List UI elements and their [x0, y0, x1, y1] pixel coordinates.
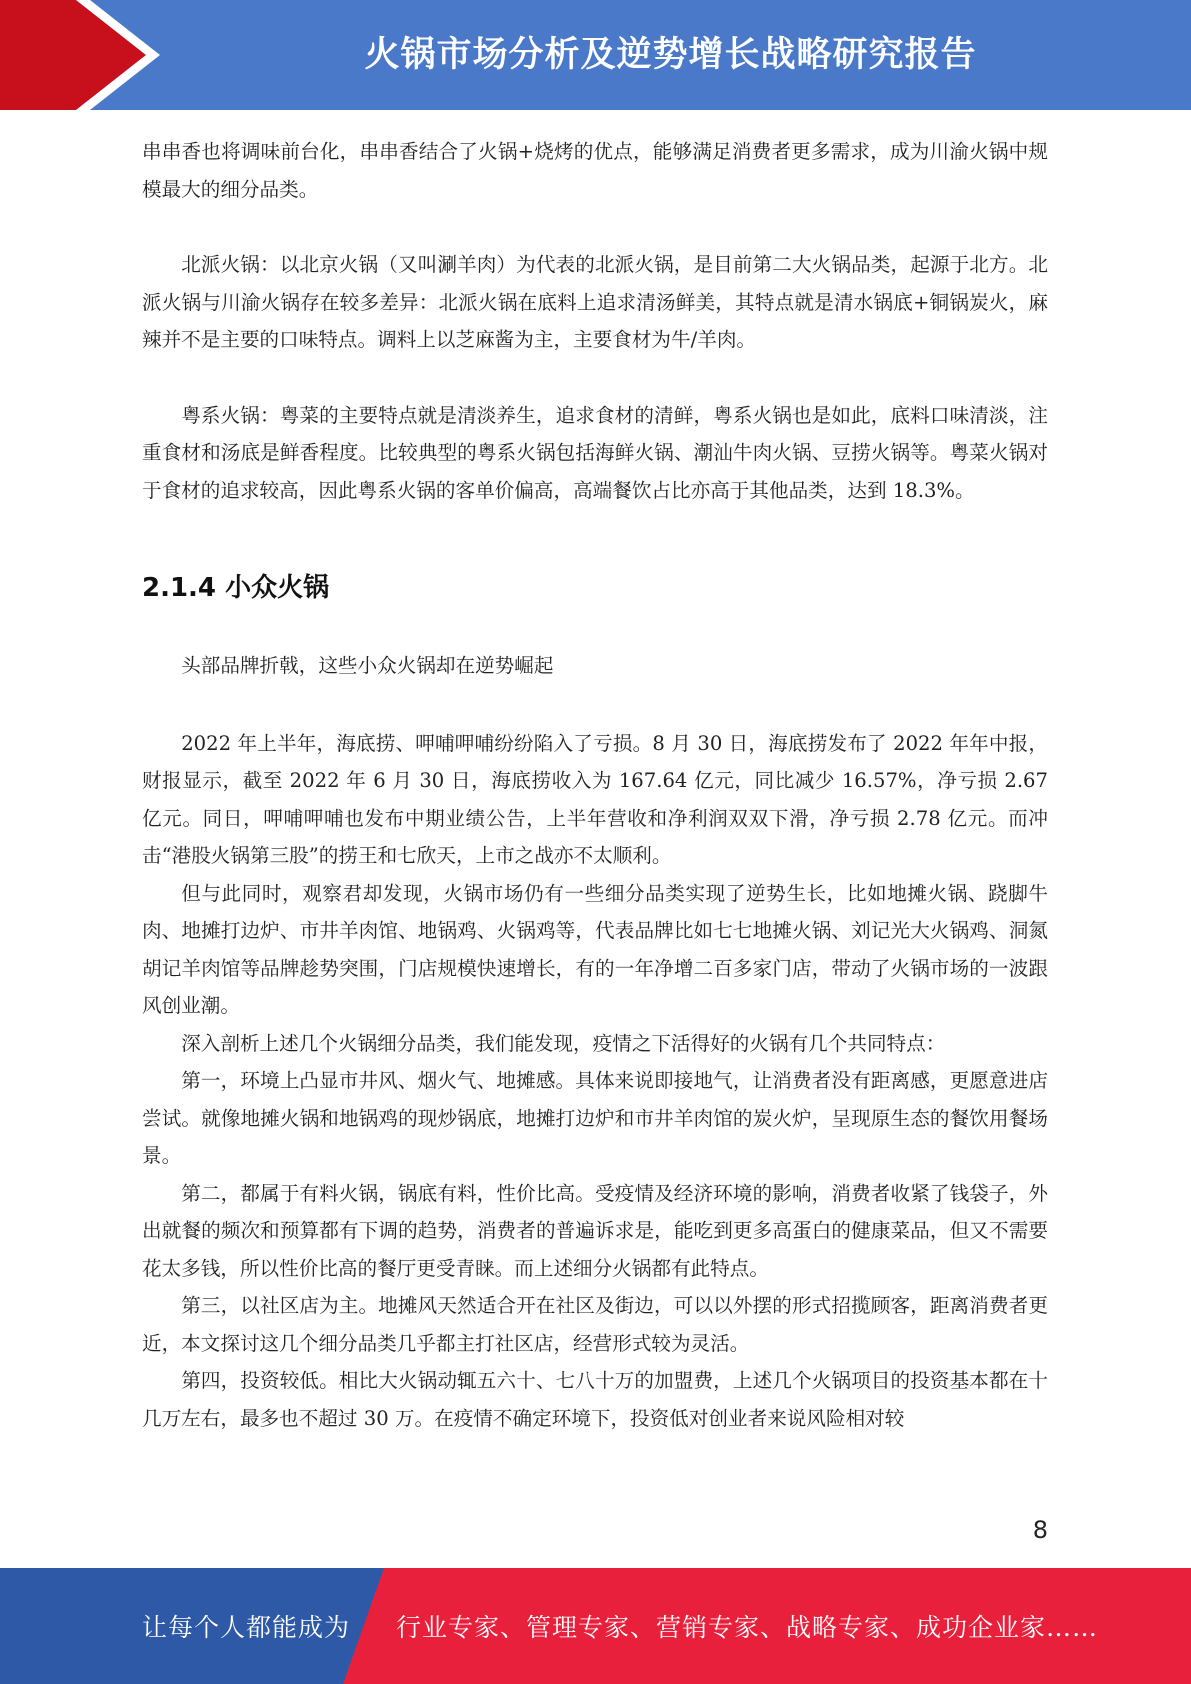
paragraph: 2022 年上半年，海底捞、呷哺呷哺纷纷陷入了亏损。8 月 30 日，海底捞发布了 2022 年年中报，财报显示，截至 2022 年 6 月 30 日，海底捞收入为 167.64 亿元，同比减少 16.57%，净亏损 2.67 亿元。同日，呷哺呷哺也发布中期业绩公告，上半年营收和净利润双双下滑，净亏损 2.78 亿元。而冲击“港股火锅第三股”的捞王和七欣天，上市之战亦不太顺利。	[142, 731, 1048, 867]
footer-slogan-left: 让每个人都能成为	[142, 1613, 351, 1642]
page-number: 8	[1032, 1516, 1048, 1544]
paragraph: 第四，投资较低。相比大火锅动辄五六十、七八十万的加盟费，上述几个火锅项目的投资基本都在十几万左右，最多也不超过 30 万。在疫情不确定环境下，投资低对创业者来说风险相对较	[142, 1369, 1048, 1430]
paragraph: 第二，都属于有料火锅，锅底有料，性价比高。受疫情及经济环境的影响，消费者收紧了钱袋子，外出就餐的频次和预算都有下调的趋势，消费者的普遍诉求是，能吃到更多高蛋白的健康菜品，但又不需要花太多钱，所以性价比高的餐厅更受青睐。而上述细分火锅都有此特点。	[142, 1181, 1048, 1280]
page-footer	[0, 1568, 1191, 1684]
paragraph: 串串香也将调味前台化，串串香结合了火锅+烧烤的优点，能够满足消费者更多需求，成为川渝火锅中规模最大的细分品类。	[142, 140, 1048, 201]
section-heading: 2.1.4 小众火锅	[142, 573, 330, 603]
paragraph: 但与此同时，观察君却发现，火锅市场仍有一些细分品类实现了逆势生长，比如地摊火锅、跷脚牛肉、地摊打边炉、市井羊肉馆、地锅鸡、火锅鸡等，代表品牌比如七七地摊火锅、刘记光大火锅鸡、洞氮胡记羊肉馆等品牌趁势突围，门店规模快速增长，有的一年净增二百多家门店，带动了火锅市场的一波跟风创业潮。	[142, 881, 1048, 1017]
page-body	[142, 133, 1048, 1437]
paragraph: 粤系火锅：粤菜的主要特点就是清淡养生，追求食材的清鲜，粤系火锅也是如此，底料口味清淡，注重食材和汤底是鲜香程度。比较典型的粤系火锅包括海鲜火锅、潮汕牛肉火锅、豆捞火锅等。粤菜火锅对于食材的追求较高，因此粤系火锅的客单价偏高，高端餐饮占比亦高于其他品类，达到 18.3%。	[142, 403, 1048, 502]
paragraph: 深入剖析上述几个火锅细分品类，我们能发现，疫情之下活得好的火锅有几个共同特点：	[181, 1031, 946, 1055]
document-title: 火锅市场分析及逆势增长战略研究报告	[364, 35, 977, 75]
paragraph: 第一，环境上凸显市井风、烟火气、地摊感。具体来说即接地气，让消费者没有距离感，更愿意进店尝试。就像地摊火锅和地锅鸡的现炒锅底，地摊打边炉和市井羊肉馆的炭火炉，呈现原生态的餐饮用餐场景。	[142, 1069, 1048, 1167]
header-chevron-decoration	[0, 0, 160, 110]
page-header	[0, 0, 1191, 110]
paragraph: 第三，以社区店为主。地摊风天然适合开在社区及街边，可以以外摆的形式招揽顾客，距离消费者更近，本文探讨这几个细分品类几乎都主打社区店，经营形式较为灵活。	[142, 1294, 1048, 1355]
footer-slogan-right: 行业专家、管理专家、营销专家、战略专家、成功企业家……	[396, 1613, 1099, 1642]
paragraph: 北派火锅：以北京火锅（又叫涮羊肉）为代表的北派火锅，是目前第二大火锅品类，起源于北方。北派火锅与川渝火锅存在较多差异：北派火锅在底料上追求清汤鲜美，其特点就是清水锅底+铜锅炭火，麻辣并不是主要的口味特点。调料上以芝麻酱为主，主要食材为牛/羊肉。	[142, 253, 1048, 351]
subtitle: 头部品牌折戟，这些小众火锅却在逆势崛起	[181, 654, 554, 677]
